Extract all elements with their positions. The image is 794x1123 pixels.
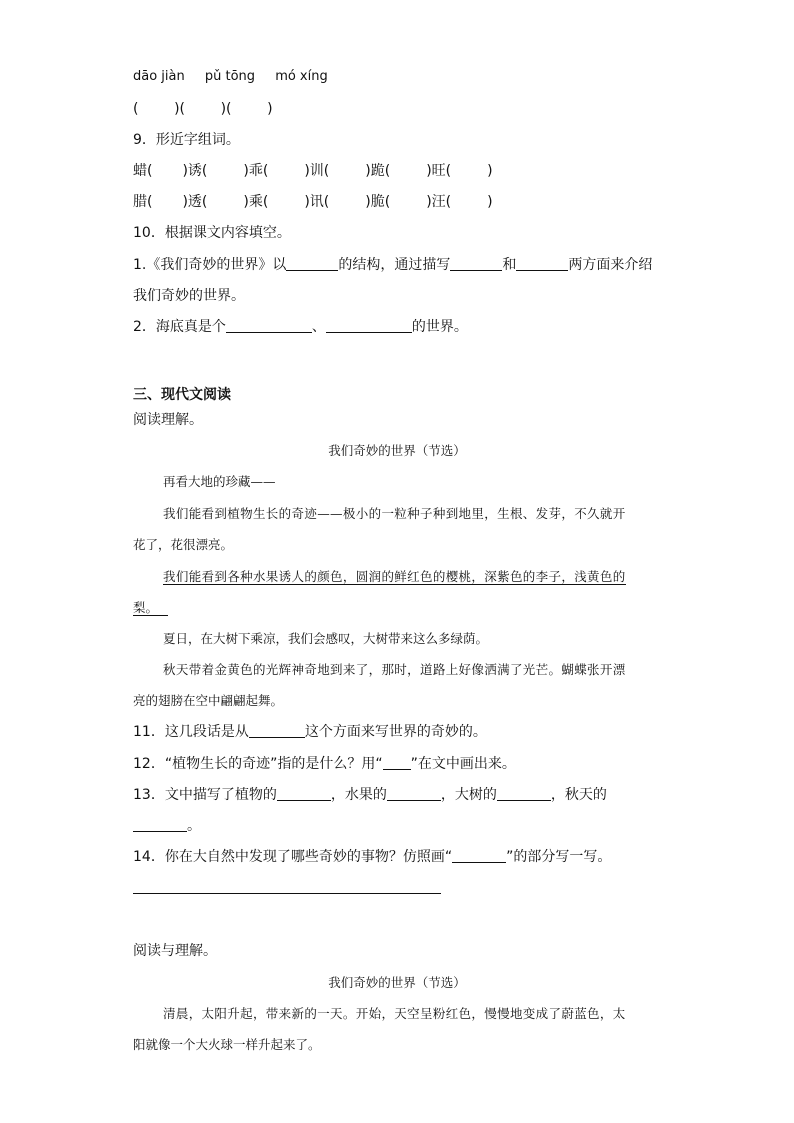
passage-2-p1a: 清晨，太阳升起，带来新的一天。开始，天空呈粉红色，慢慢地变成了蔚蓝色，太	[163, 1006, 626, 1021]
q12-underline-sample	[383, 755, 411, 770]
q9-r1-c6: )旺(	[426, 163, 452, 179]
q9-r1-c3: )乖(	[243, 163, 269, 179]
underlined-sentence-end: 梨。	[133, 600, 168, 616]
passage-1-p4: 夏日，在大树下乘凉，我们会感叹，大树带来这么多绿荫。	[163, 631, 489, 646]
q10-2-text-c: 的世界。	[411, 319, 468, 335]
q11	[133, 722, 487, 742]
q10-blank-2[interactable]	[450, 256, 502, 271]
q10-blank-1[interactable]	[286, 256, 338, 271]
q14-answer-line[interactable]	[133, 893, 441, 894]
q9-row-2	[133, 192, 493, 212]
q9-r2-c1: 腊(	[133, 194, 153, 210]
q9-r1-c1: 蜡(	[133, 163, 153, 179]
q10-line-2	[133, 317, 468, 337]
q9-r1-c4: )训(	[304, 163, 330, 179]
pinyin-1: dāo jiàn	[133, 69, 185, 84]
q10-2-blank-2[interactable]	[326, 318, 412, 333]
q9-r2-c5: )脆(	[365, 194, 391, 210]
q10-text-c: 和	[502, 257, 517, 273]
passage-1-p2b: 花了，花很漂亮。	[133, 537, 234, 552]
q9-r2-c2: )透(	[182, 194, 208, 210]
section-4-sub: 阅读与理解。	[133, 943, 217, 959]
q13-blank-3[interactable]	[497, 786, 551, 801]
q10-2-blank-1[interactable]	[226, 318, 312, 333]
pinyin-row	[133, 67, 328, 87]
pinyin-3: mó xíng	[275, 69, 328, 84]
passage-1-p2a: 我们能看到植物生长的奇迹——极小的一粒种子种到地里，生根、发芽，不久就开	[163, 506, 626, 521]
q14-underline-sample	[452, 848, 506, 863]
q10-line-1-cont: 我们奇妙的世界。	[133, 288, 245, 304]
q9-row-1	[133, 161, 493, 181]
q9-r1-c5: )跪(	[365, 163, 391, 179]
q13-blank-2[interactable]	[387, 786, 441, 801]
q10-text-a: 1.《我们奇妙的世界》以	[133, 257, 287, 273]
q11-blank[interactable]	[249, 723, 305, 738]
pinyin-answer-blanks[interactable]: ( )( )( )	[133, 101, 273, 117]
q10-2-text-a: 2．海底真是个	[133, 319, 226, 335]
q13-text-a: 13．文中描写了植物的	[133, 787, 277, 803]
section-3-heading: 三、现代文阅读	[133, 387, 231, 403]
q13-text-d: ，秋天的	[550, 787, 607, 803]
q9-r1-c2: )诱(	[182, 163, 208, 179]
passage-1-p3b	[133, 598, 168, 618]
q10-2-text-b: 、	[311, 319, 326, 335]
q13	[133, 785, 607, 805]
q9-r2-c3: )乘(	[243, 194, 269, 210]
q13-text-b: ，水果的	[330, 787, 387, 803]
q14-text-b: ”的部分写一写。	[506, 849, 612, 865]
q13-blank-1[interactable]	[277, 786, 331, 801]
q11-text-a: 11．这几段话是从	[133, 724, 249, 740]
q13-text-e: 。	[187, 818, 201, 834]
passage-1-p5a: 秋天带着金黄色的光辉神奇地到来了，那时，道路上好像洒满了光芒。蝴蝶张开漂	[163, 662, 626, 677]
passage-1-p1: 再看大地的珍藏——	[163, 474, 276, 489]
q10-text-b: 的结构，通过描写	[338, 257, 451, 273]
q13-cont	[133, 816, 201, 836]
q14-text-a: 14．你在大自然中发现了哪些奇妙的事物？仿照画“	[133, 849, 453, 865]
q13-text-c: ，大树的	[440, 787, 497, 803]
q12-text-a: 12．“植物生长的奇迹”指的是什么？用“	[133, 756, 383, 772]
q14	[133, 847, 611, 867]
q13-blank-4[interactable]	[133, 817, 187, 832]
q9-title: 9．形近字组词。	[133, 132, 240, 148]
underlined-sentence: 我们能看到各种水果诱人的颜色，圆润的鲜红色的樱桃，深紫色的李子，浅黄色的	[163, 569, 626, 584]
q9-r2-c4: )讯(	[304, 194, 330, 210]
q12-text-b: ”在文中画出来。	[410, 756, 516, 772]
q10-title: 10．根据课文内容填空。	[133, 225, 291, 241]
q10-line-1	[133, 255, 652, 275]
q9-r2-c7: )	[487, 194, 493, 210]
passage-1-p3a	[163, 567, 626, 587]
passage-2-p1b: 阳就像一个大火球一样升起来了。	[133, 1037, 321, 1052]
passage-1-p5b: 亮的翅膀在空中翩翩起舞。	[133, 693, 284, 708]
q10-text-d: 两方面来介绍	[568, 257, 653, 273]
q12	[133, 754, 516, 774]
pinyin-2: pǔ tōng	[204, 69, 256, 84]
q9-r2-c6: )汪(	[426, 194, 452, 210]
q10-blank-3[interactable]	[516, 256, 568, 271]
passage-2-title: 我们奇妙的世界（节选）	[328, 975, 466, 990]
section-3-sub: 阅读理解。	[133, 412, 203, 428]
passage-1-title: 我们奇妙的世界（节选）	[328, 443, 466, 458]
q9-r1-c7: )	[487, 163, 493, 179]
q11-text-b: 这个方面来写世界的奇妙的。	[304, 724, 487, 740]
